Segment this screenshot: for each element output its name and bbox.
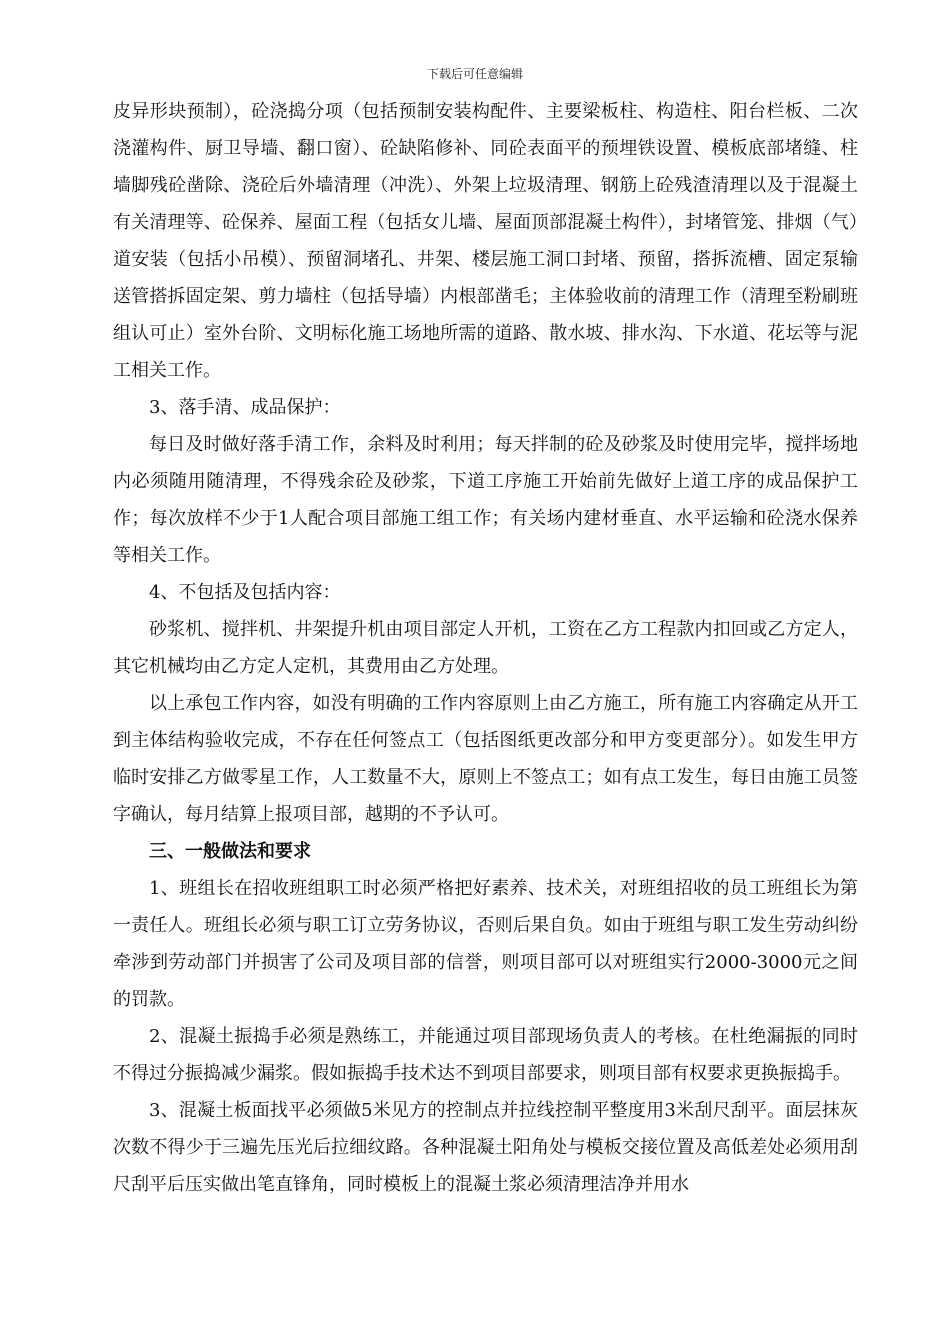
paragraph-requirement-2: 2、混凝土振捣手必须是熟练工，并能通过项目部现场负责人的考核。在杜绝漏振的同时不得过分振捣减少漏浆。假如振捣手技术达不到项目部要求，则项目部有权要求更换振捣手。 — [113, 1026, 858, 1084]
paragraph-cleanup-protection: 每日及时做好落手清工作，余料及时利用；每天拌制的砼及砂浆及时使用完毕，搅拌场地内必须随用随清理，不得残余砼及砂浆，下道工序施工开始前先做好上道工序的成品保护工作；每次放样不少于1人配合项目部施工组工作；有关场内建材垂直、水平运输和砼浇水保养等相关工作。 — [113, 434, 858, 566]
paragraph-contract-scope: 以上承包工作内容，如没有明确的工作内容原则上由乙方施工，所有施工内容确定从开工到主体结构验收完成，不存在任何签点工（包括图纸更改部分和甲方变更部分）。如发生甲方临时安排乙方做零星工作，人工数量不大，原则上不签点工；如有点工发生，每日由施工员签字确认，每月结算上报项目部，越期的不予认可。 — [113, 693, 858, 825]
subheading-inclusions: 4、不包括及包括内容： — [149, 582, 341, 603]
paragraph-machinery: 砂浆机、搅拌机、井架提升机由项目部定人开机，工资在乙方工程款内扣回或乙方定人，其它机械均由乙方定人定机，其费用由乙方处理。 — [113, 619, 858, 677]
paragraph-requirement-1: 1、班组长在招收班组职工时必须严格把好素养、技术关，对班组招收的员工班组长为第一责任人。班组长必须与职工订立劳务协议，否则后果自负。如由于班组与职工发生劳动纠纷牵涉到劳动部门并损害了公司及项目部的信誉，则项目部可以对班组实行2000-3000元之间的罚款。 — [113, 878, 858, 1010]
paragraph-requirement-3: 3、混凝土板面找平必须做5米见方的控制点并拉线控制平整度用3米刮尺刮平。面层抹灰次数不得少于三遍先压光后拉细纹路。各种混凝土阳角处与模板交接位置及高低差处必须用刮尺刮平后压实做出笔直锋角，同时模板上的混凝土浆必须清理洁净并用水 — [113, 1100, 858, 1195]
paragraph-work-scope-continued: 皮异形块预制），砼浇捣分项（包括预制安装构配件、主要梁板柱、构造柱、阳台栏板、二次浇灌构件、厨卫导墙、翻口窗）、砼缺陷修补、同砼表面平的预埋铁设置、模板底部堵缝、柱墙脚残砼凿除、浇砼后外墙清理（冲洗）、外架上垃圾清理、钢筋上砼残渣清理以及于混凝土有关清理等、砼保养、屋面工程（包括女儿墙、屋面顶部混凝土构件），封堵管笼、排烟（气）道安装（包括小吊模）、预留洞堵孔、井架、楼层施工洞口封堵、预留，搭拆流槽、固定泵输送管搭拆固定架、剪力墙柱（包括导墙）内根部凿毛；主体验收前的清理工作（清理至粉刷班组认可止）室外台阶、文明标化施工场地所需的道路、散水坡、排水沟、下水道、花坛等与泥工相关工作。 — [113, 101, 858, 381]
subheading-cleanup-protection: 3、落手清、成品保护： — [149, 397, 341, 418]
section-heading-general-requirements: 三、一般做法和要求 — [149, 841, 311, 862]
page-header-note: 下载后可任意编辑 — [426, 67, 523, 81]
document-body — [113, 93, 858, 1203]
